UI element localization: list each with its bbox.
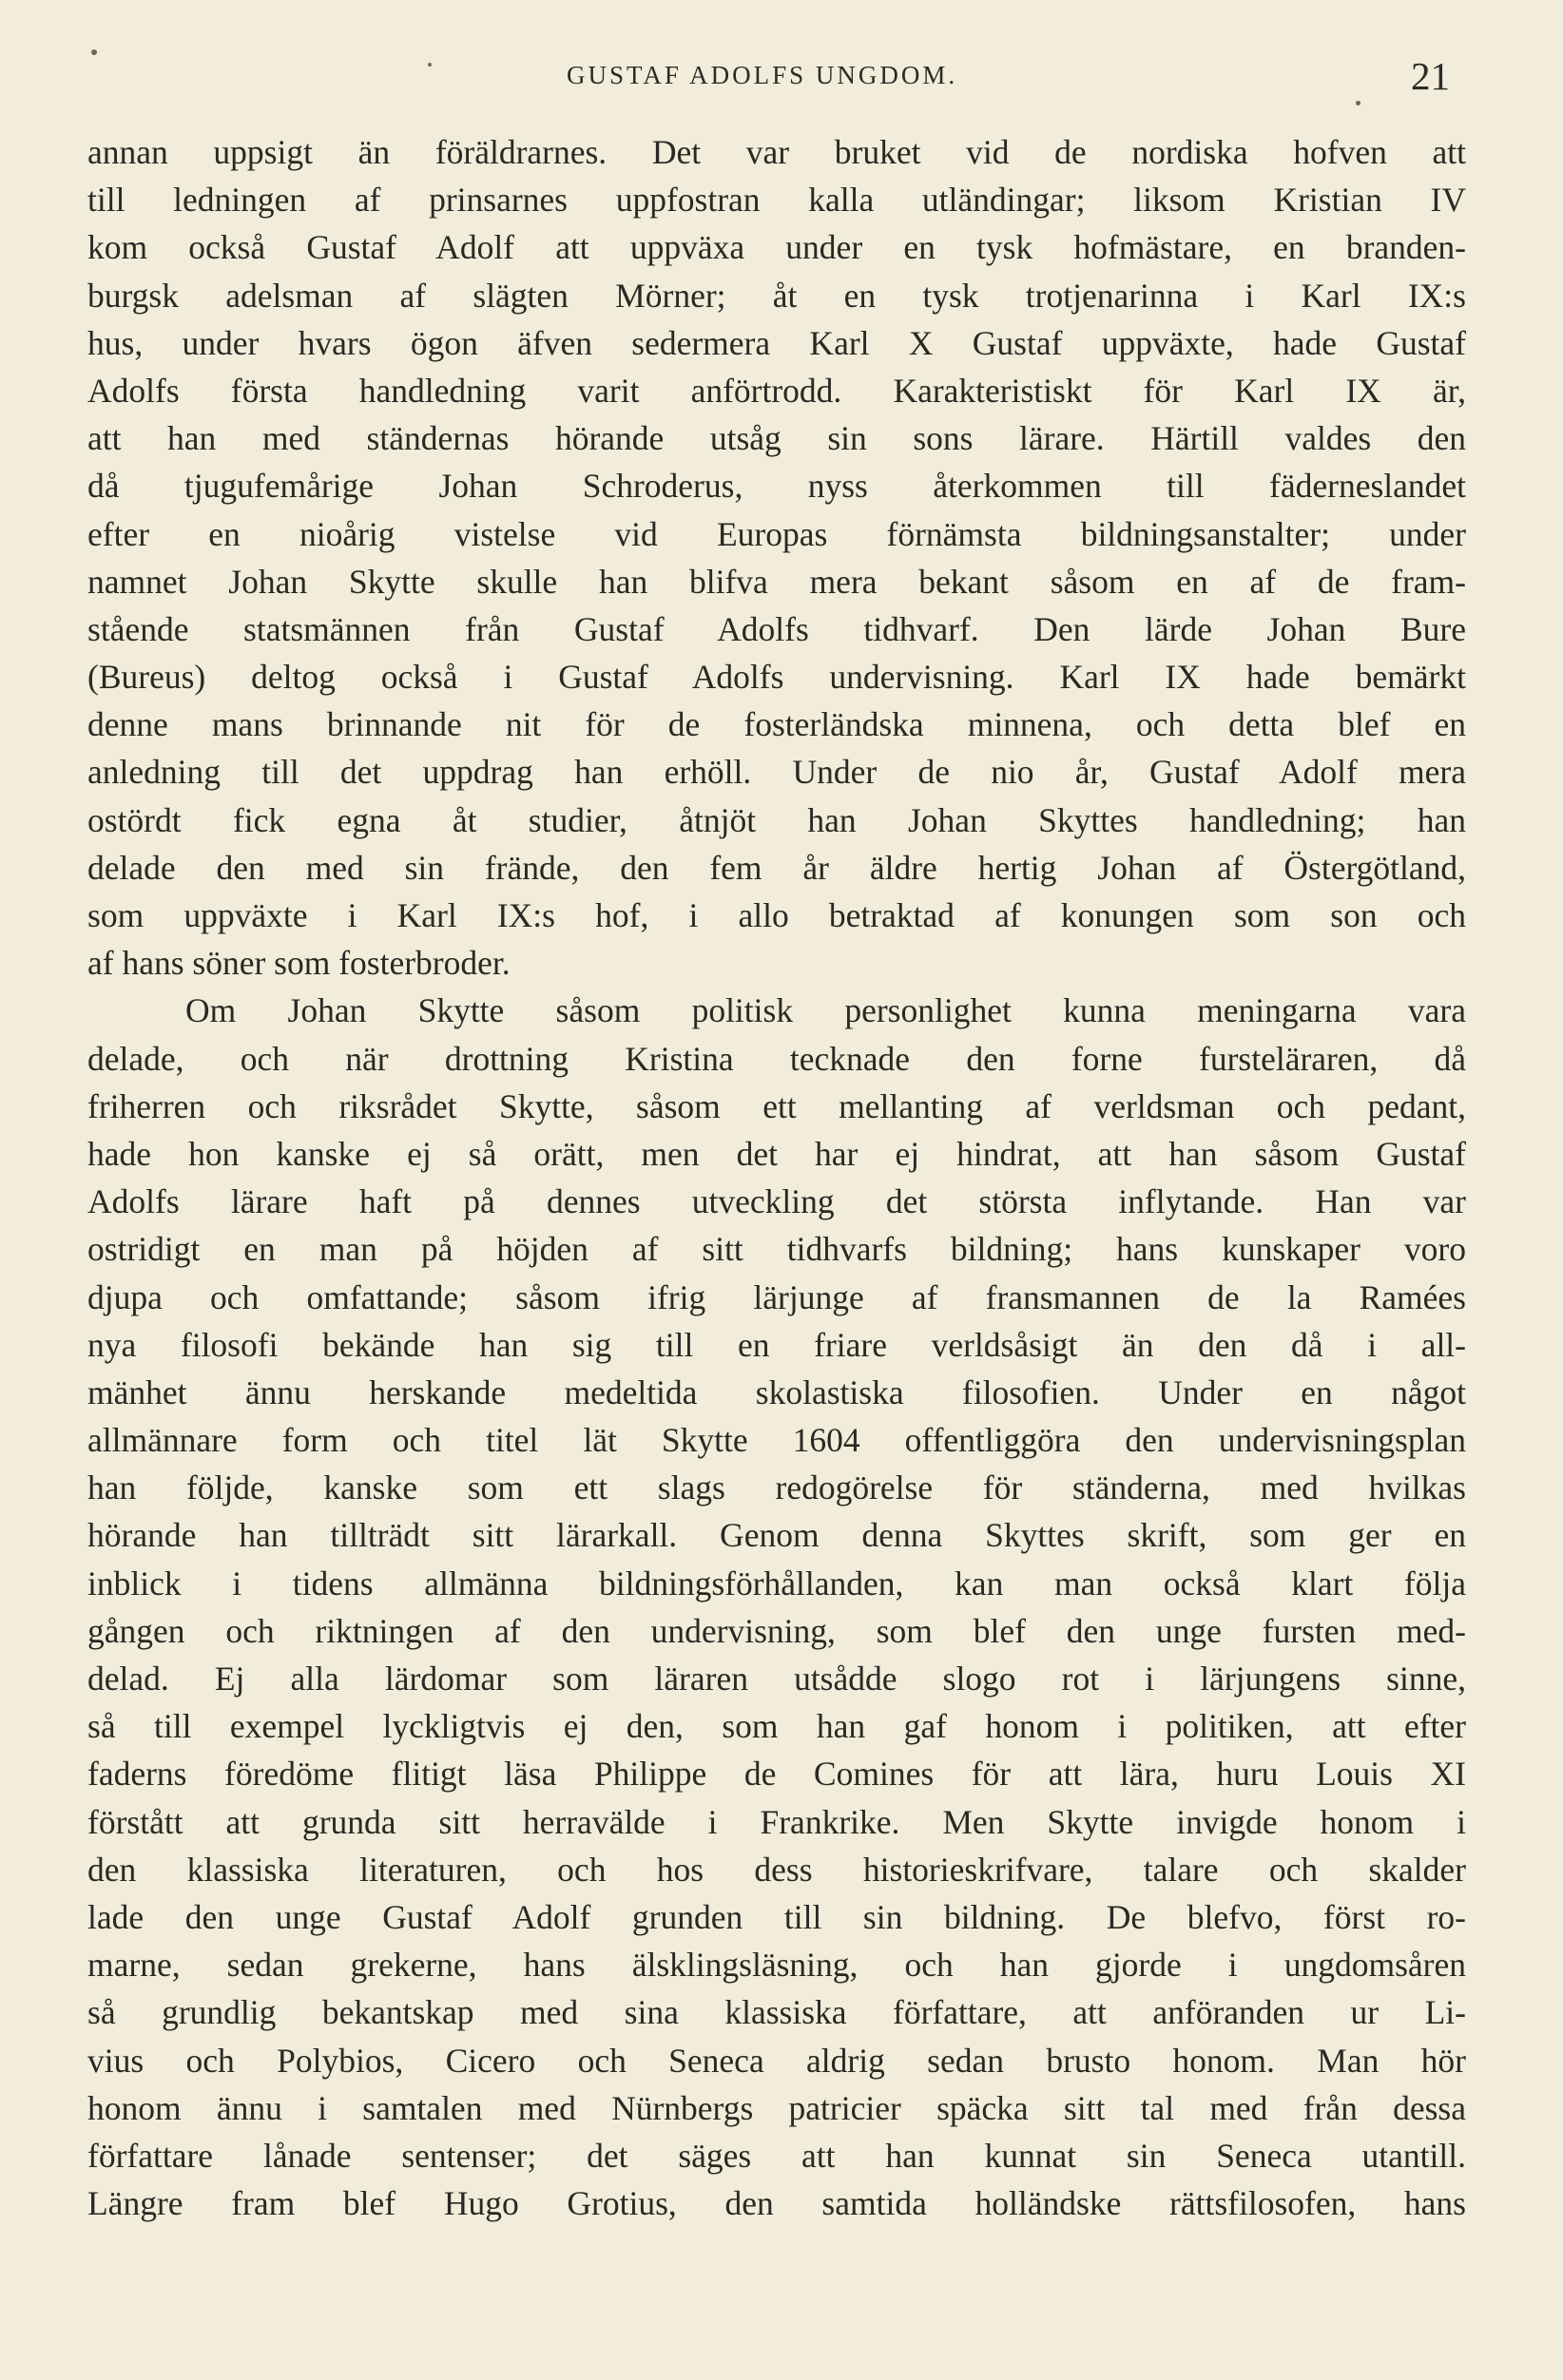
text-line: då tjugufemårige Johan Schroderus, nyss återkommen till fäderneslandet bbox=[87, 467, 1466, 506]
text-line: hus, under hvars ögon äfven sedermera Karl X Gustaf uppväxte, hade Gustaf bbox=[87, 323, 1466, 362]
text-line: friherren och riksrådet Skytte, såsom ett mellanting af verldsman och pedant, bbox=[87, 1086, 1466, 1125]
paragraph-1 bbox=[87, 128, 1466, 987]
text-line: marne, sedan grekerne, hans älsklingsläsning, och han gjorde i ungdomsåren bbox=[87, 1946, 1466, 1985]
text-line: Om Johan Skytte såsom politisk personlighet kunna meningarna vara bbox=[185, 991, 1466, 1030]
text-line: annan uppsigt än föräldrarnes. Det var bruket vid de nordiska hofven att bbox=[87, 133, 1466, 171]
paragraph-2 bbox=[87, 987, 1466, 2227]
scan-speck bbox=[428, 63, 432, 67]
scan-speck bbox=[91, 49, 97, 55]
text-line: delad. Ej alla lärdomar som läraren utsådde slogo rot i lärjungens sinne, bbox=[87, 1660, 1466, 1698]
text-line: nya filosofi bekände han sig till en friare verldsåsigt än den då i all- bbox=[87, 1325, 1466, 1364]
text-line: den klassiska literaturen, och hos dess historieskrifvare, talare och skalder bbox=[87, 1850, 1466, 1889]
text-line: lade den unge Gustaf Adolf grunden till sin bildning. De blefvo, först ro- bbox=[87, 1897, 1466, 1936]
text-line: djupa och omfattande; såsom ifrig lärjunge af fransmannen de la Ramées bbox=[87, 1277, 1466, 1316]
text-line: så grundlig bekantskap med sina klassiska författare, att anföranden ur Li- bbox=[87, 1993, 1466, 2032]
text-line: anledning till det uppdrag han erhöll. Under de nio år, Gustaf Adolf mera bbox=[87, 753, 1466, 792]
text-line: hade hon kanske ej så orätt, men det har ej hindrat, att han såsom Gustaf bbox=[87, 1134, 1466, 1173]
text-line: honom ännu i samtalen med Nürnbergs patricier späcka sitt tal med från dessa bbox=[87, 2088, 1466, 2127]
scan-speck bbox=[1356, 101, 1360, 106]
body-text bbox=[87, 128, 1466, 2227]
text-line: stående statsmännen från Gustaf Adolfs tidhvarf. Den lärde Johan Bure bbox=[87, 609, 1466, 648]
text-line: faderns föredöme flitigt läsa Philippe de Comines för att lära, huru Louis XI bbox=[87, 1755, 1466, 1794]
text-line: ostördt fick egna åt studier, åtnjöt han Johan Skyttes handledning; han bbox=[87, 800, 1466, 839]
text-line: (Bureus) deltog också i Gustaf Adolfs undervisning. Karl IX hade bemärkt bbox=[87, 658, 1466, 697]
text-line: delade den med sin frände, den fem år äldre hertig Johan af Östergötland, bbox=[87, 848, 1466, 887]
text-line: förstått att grunda sitt herravälde i Frankrike. Men Skytte invigde honom i bbox=[87, 1802, 1466, 1841]
text-line: vius och Polybios, Cicero och Seneca aldrig sedan brusto honom. Man hör bbox=[87, 2041, 1466, 2080]
text-line: hörande han tillträdt sitt lärarkall. Genom denna Skyttes skrift, som ger en bbox=[87, 1516, 1466, 1555]
text-line: ostridigt en man på höjden af sitt tidhvarfs bildning; hans kunskaper voro bbox=[87, 1230, 1466, 1269]
text-line: delade, och när drottning Kristina tecknade den forne fursteläraren, då bbox=[87, 1039, 1466, 1078]
text-line: mänhet ännu herskande medeltida skolastiska filosofien. Under en något bbox=[87, 1372, 1466, 1411]
text-line: efter en nioårig vistelse vid Europas förnämsta bildningsanstalter; under bbox=[87, 514, 1466, 553]
text-line: burgsk adelsman af slägten Mörner; åt en tysk trotjenarinna i Karl IX:s bbox=[87, 276, 1466, 315]
text-line: att han med ständernas hörande utsåg sin sons lärare. Härtill valdes den bbox=[87, 419, 1466, 458]
text-line: af hans söner som fosterbroder. bbox=[87, 944, 511, 983]
text-line: han följde, kanske som ett slags redogörelse för ständerna, med hvilkas bbox=[87, 1468, 1466, 1507]
text-line: kom också Gustaf Adolf att uppväxa under en tysk hofmästare, en branden- bbox=[87, 228, 1466, 267]
text-line: Adolfs första handledning varit anförtrodd. Karakteristiskt för Karl IX är, bbox=[87, 371, 1466, 410]
text-line: gången och riktningen af den undervisning, som blef den unge fursten med- bbox=[87, 1611, 1466, 1650]
text-line: Längre fram blef Hugo Grotius, den samtida holländske rättsfilosofen, hans bbox=[87, 2184, 1466, 2223]
text-line: denne mans brinnande nit för de fosterländska minnena, och detta blef en bbox=[87, 705, 1466, 744]
page-header bbox=[0, 53, 1563, 110]
running-head: GUSTAF ADOLFS UNGDOM. bbox=[567, 61, 958, 89]
text-line: Adolfs lärare haft på dennes utveckling det största inflytande. Han var bbox=[87, 1182, 1466, 1221]
text-line: inblick i tidens allmänna bildningsförhållanden, kan man också klart följa bbox=[87, 1564, 1466, 1603]
text-line: till ledningen af prinsarnes uppfostran kalla utländingar; liksom Kristian IV bbox=[87, 181, 1466, 220]
text-line: allmännare form och titel lät Skytte 1604 offentliggöra den undervisningsplan bbox=[87, 1421, 1466, 1460]
text-line: som uppväxte i Karl IX:s hof, i allo betraktad af konungen som son och bbox=[87, 896, 1466, 934]
text-line: så till exempel lyckligtvis ej den, som han gaf honom i politiken, att efter bbox=[87, 1707, 1466, 1746]
page-number: 21 bbox=[1411, 54, 1450, 98]
text-line: namnet Johan Skytte skulle han blifva mera bekant såsom en af de fram- bbox=[87, 562, 1466, 601]
text-line: författare lånade sentenser; det säges att han kunnat sin Seneca utantill. bbox=[87, 2136, 1466, 2175]
